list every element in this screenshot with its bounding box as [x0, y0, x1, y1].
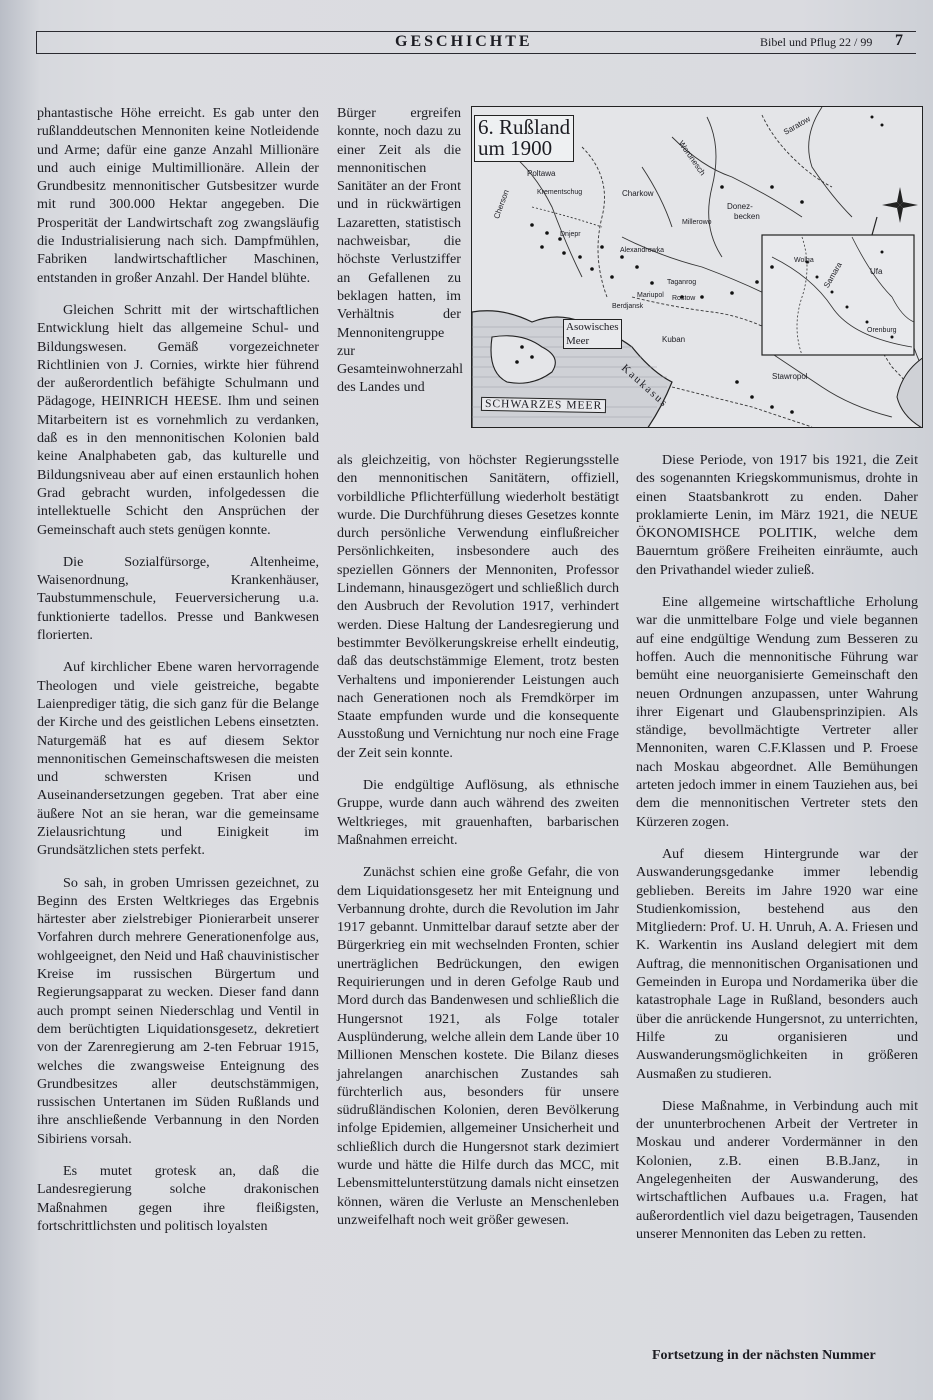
map-title-line-1: 6. Rußland	[478, 115, 571, 139]
map-label-charkow: Charkow	[622, 189, 654, 198]
column-1	[37, 104, 319, 1249]
map-label-samara: Samara	[822, 260, 844, 290]
map-label-rostow: Rostow	[672, 295, 696, 302]
map-label-dnjepr: Dnjepr	[560, 231, 581, 238]
paragraph: Bürger ergreifen konnte, noch dazu zu einer Zeit als die mennonitischen Sanitäter an der Front und in rückwärtigen Lazaretten, statistisch nachweisbar, die höchste Verlustziffer an Gefallenen zu beklagen hatten, im Verhältnis der Mennonitengruppe zur Gesamteinwohnerzahl des Landes und	[337, 105, 464, 396]
map-label-woronesch: Woronesch	[676, 139, 708, 178]
paragraph: Auf kirchlicher Ebene waren hervorragende Theologen und viele geistreiche, begabte Laienprediger tätig, die sich ganz für die Belange der Kirche und des geistlichen Lebens einsetzten. Naturgemäß hat es auf diesem Sektor mennonitischen Gemeinschaftswesen die meisten und schwersten Krisen und Auseinandersetzungen gegeben. Trat aber eine äußere Not an sie heran, war die gemeinsame Zielausrichtung und Einigkeit im Grundsätzlichen stets perfekt.	[37, 659, 319, 859]
paragraph: Auf diesem Hintergrunde war der Auswanderungsgedanke immer lebendig geblieben. Bereits im Jahre 1920 war eine Studienkomission, bestehend aus den Mitgliedern: Prof. U. H. Unruh, A. A. Friesen und K. Warkentin ins Ausland delegiert mit dem Auftrag, die mennonitischen Organisationen und Gemeinden in Europa und Nordamerika über die katastrophale Lage in Rußland, besonders auch über die anrückende Hungersnot, zu unterrichten, Hilfe zu organisieren und Auswanderungsmöglichkeiten in größeren Ausmaßen zu studieren.	[636, 845, 918, 1082]
azov-line-2: Meer	[566, 335, 590, 347]
paragraph: Diese Maßnahme, in Verbindung auch mit der ununterbrochenen Arbeit der Vertreter in Moskau und anderer Vordermänner in den Kolonien, z.B. einen B.B.Janz, in Angelegenheiten der Auswanderung, des wirtschaftlichen Aufbaues u.a. Fragen, hat außerordentlich viel dazu beigetragen, Tausenden unserer Mennoniten das Leben zu retten.	[636, 1097, 918, 1242]
column-2	[337, 451, 619, 1243]
paragraph: als gleichzeitig, von höchster Regierungsstelle den mennonitischen Sanitätern, offiziell, vorbildliche Pflichterfüllung wiederholt bestätigt wurde. Die Durchführung dieses Gesetzes konnte durch persönliche Verwendung einflußreicher Persönlichkeiten, insbesondere auch des speziellen Gönners der Mennoniten, Professor Lindemann, hinausgezögert und schließlich durch den Ausbruch der Revolution 1917, verhindert werden. Diese Haltung der Landesregierung und bestimmter Bevölkerungskreise erhellt eindeutig, daß das deutschstämmige Element, trotz besten Verhaltens und imponierender Leistungen auch nach Generationen noch als Fremdkörper im Staate empfunden wurde und die konsequente Ausstoßung und Vernichtung nur noch eine Frage der Zeit sein konnte.	[337, 452, 619, 761]
map-label-krementschug: Krementschug	[537, 189, 583, 196]
paragraph: Die Sozialfürsorge, Altenheime, Waisenordnung, Krankenhäuser, Taubstummenschule, Feuerversicherung u.a. funktionierte tadellos. Presse und Bankwesen florierten.	[37, 553, 319, 644]
map-label-wolga: Wolga	[794, 257, 814, 264]
paragraph: phantastische Höhe erreicht. Es gab unter den rußlanddeutschen Mennoniten keine Notleidende und Arme; dafür eine ganze Anzahl Millionäre und auch einige Multimillionäre. Allein der Grundbesitz mennonitischer Gutsbesitzer wurde mit rund 300.000 Hektar angegeben. Die Prosperität der Landwirtschaft zog zwangsläufig die Industrialisierung nach sich. Dampfmühlen, Fabriken landwirtschaftlicher Maschinen, entstanden in großer Anzahl. Der Handel blühte.	[37, 105, 319, 286]
map-label-donez: Donez-	[727, 202, 753, 211]
column-2-top	[337, 104, 464, 411]
map-label-ufa: Ufa	[870, 267, 883, 276]
map-label-azov-sea	[563, 319, 622, 349]
map-label-donez-becken: becken	[734, 212, 760, 221]
map-label-stawropol: Stawropol	[772, 372, 808, 381]
map-title	[474, 115, 574, 162]
section-title: GESCHICHTE	[395, 33, 533, 50]
paragraph: Die endgültige Auflösung, als ethnische Gruppe, wurde dann auch während des zweiten Weltkrieges, mit grauenhaften, barbarischen Maßnahmen erreicht.	[337, 777, 619, 848]
paragraph: Zunächst schien eine große Gefahr, die von dem Liquidationsgesetz her mit Enteignung und Verbannung drohte, durch die Revolution im Jahr 1917 gebannt. Unmittelbar darauf setzte aber der Bürgerkrieg ein mit wechselnden Fronten, schier unerträglichen Bedrückungen, den ewigen Requirierungen und in deren Gefolge Raub und Mord durch das Bandenwesen und schließlich die Hungersnot 1921, als Folge totaler Ausplünderung, welche allein dem Lande über 10 Millionen Menschen kostete. Die Bilanz dieses jahrelangen anarchischen Zustandes sah fürchterlich aus, besonders für unsere südrußländischen Kolonien, deren Bevölkerung infolge Epidemien, allgemeiner Unsicherheit und schließlich durch die Hungersnot stark dezimiert wurde und hätte die Hilfe durch das MCC, mit Lebensmittelunterstützung damals nicht einsetzen können, wären die Verluste an Menschenleben unzweifelhaft noch weit größer gewesen.	[337, 864, 619, 1228]
paragraph: Es mutet grotesk an, daß die Landesregierung solche drakonischen Maßnahmen gegen ihre fleißigsten, fortschrittlichsten und politisch loyalsten	[37, 1163, 319, 1234]
map-label-caucasus: Kaukasus	[618, 362, 671, 411]
paragraph: Eine allgemeine wirtschaftliche Erholung war die unmittelbare Folge und viele begannen auf eine endgültige Wendung zum Besseren zu hoffen. Auch die mennonitische Führung war bemüht eine neuorganisierte Gemeinschaft den neuen Ordnungen anzupassen, unter Wahrung ihrer Eigenart und Glaubensprinzipien. Als ständige, bevollmächtigte Vertreter aller Mennoniten, waren C.F.Klassen und P. Froese nach Moskau abgeordnet. Alle Bemühungen arteten jedoch immer in einem Tauziehen aus, bei dem die mennonitischen Vertreter stets den Kürzeren zogen.	[636, 594, 918, 830]
page-number: 7	[895, 32, 903, 49]
map-label-black-sea: SCHWARZES MEER	[481, 397, 606, 413]
map-label-taganrog: Taganrog	[667, 279, 697, 286]
paragraph: Gleichen Schritt mit der wirtschaftlichen Entwicklung hielt das allgemeine Schul- und Bildungswesen. Gemäß vorgezeichneter Richtlinien von J. Cornies, wirkte hier führend der außerordentlich befähigte Schulmann und Pädagoge, HEINRICH HEESE. Ihm und seinen Mitarbeitern ist es vornehmlich zu verdanken, daß es in den mennonitischen Kolonien bald keine Analphabeten gab, das kulturelle und Bildungsniveau aber auf einen erstaunlich hohen Grad gebracht wurden, infolgedessen die intellektuelle Schicht den Ansprüchen der Gemeinschaft auch stets genügen konnte.	[37, 301, 319, 538]
map-label-saratow: Saratow	[782, 114, 812, 137]
paragraph: So sah, in groben Umrissen gezeichnet, zu Beginn des Ersten Weltkrieges das Ergebnis härtester aber zielstrebiger Pionierarbeit unserer Vorfahren durch mehrere Generationenfolge aus, wohlgeeignet, den Neid und Haß chauvinistischer Kreise im russischen Bürgertum und Regierungsapparat zu wecken. Dieser fand dann auch prompt seinen Niederschlag und Ventil in dem berüchtigten Liquidationsgesetz, dekretiert von der Zarenregierung am 2-ten Februar 1915, welches die zwangsweise Enteignung des Grundbesitzes aller deutschstämmigen, russischen Untertanen im Süden Rußlands und ihre anschließende Verbannung in den Norden Sibiriens vorsah.	[37, 874, 319, 1147]
continuation-note: Fortsetzung in der nächsten Nummer	[652, 1348, 876, 1363]
magazine-issue: Bibel und Pflug 22 / 99	[760, 35, 873, 49]
map-label-poltawa: Poltawa	[527, 169, 556, 178]
map-label-berdjansk: Berdjansk	[612, 303, 644, 310]
map-russia-1900	[471, 106, 923, 428]
map-label-cherson: Cherson	[492, 188, 511, 221]
map-label-alexandrowka: Alexandrowka	[620, 247, 664, 254]
paragraph: Diese Periode, von 1917 bis 1921, die Zeit des sogenannten Kriegskommunismus, drohte in einen Staatsbankrott zu enden. Daher proklamierte Lenin, im März 1921, die NEUE ÖKONOMISHCE POLITIK, welche dem Bauerntum größere Freiheiten einräumte, auch den Privathandel wieder zuließ.	[636, 452, 918, 578]
map-label-mariupol: Mariupol	[637, 292, 664, 299]
map-label-kuban: Kuban	[662, 335, 686, 344]
azov-line-1: Asowisches	[566, 321, 619, 333]
map-label-orenburg: Orenburg	[867, 327, 897, 334]
map-title-line-2: um 1900	[478, 136, 553, 160]
map-label-millerowo: Millerowo	[682, 219, 712, 226]
column-3	[636, 451, 918, 1257]
